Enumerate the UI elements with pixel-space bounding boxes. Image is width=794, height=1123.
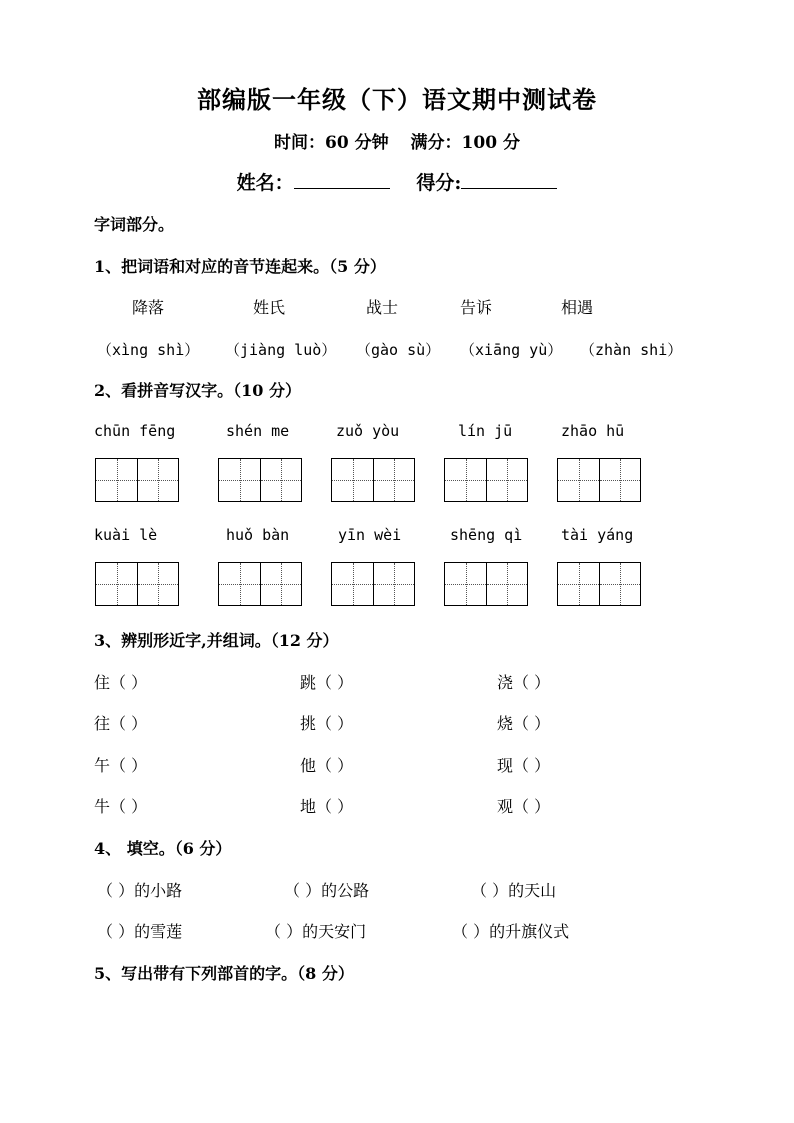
time-info: 时间：60 分钟: [274, 133, 389, 153]
q3-item[interactable]: 地（ ）: [300, 797, 354, 816]
q4-blank[interactable]: （ ）的公路: [284, 881, 370, 900]
q1-pinyin: （xìng shì）: [97, 341, 200, 359]
writing-grid[interactable]: [95, 458, 179, 502]
score-blank[interactable]: [461, 170, 557, 189]
q2-pinyin: tài yáng: [561, 526, 634, 544]
q4-title: 4、 填空。（6 分）: [94, 839, 232, 858]
q3-item[interactable]: 住（ ）: [94, 673, 148, 692]
q3-item[interactable]: 牛（ ）: [94, 797, 148, 816]
q3-item[interactable]: 现（ ）: [497, 756, 551, 775]
q5-title: 5、写出带有下列部首的字。（8 分）: [94, 964, 354, 983]
q2-pinyin: lín jū: [458, 422, 513, 440]
writing-grid[interactable]: [444, 458, 528, 502]
q1-word: 战士: [366, 298, 399, 317]
q1-pinyin: （gào sù）: [356, 341, 441, 359]
q1-pinyin: （zhàn shi）: [580, 341, 683, 359]
part-title: 字词部分。: [94, 215, 175, 234]
writing-grid[interactable]: [331, 562, 415, 606]
writing-grid[interactable]: [557, 562, 641, 606]
name-label: 姓名：: [236, 172, 294, 194]
name-blank[interactable]: [294, 170, 390, 189]
q1-word: 相遇: [561, 298, 594, 317]
q4-blank[interactable]: （ ）的天安门: [265, 922, 367, 941]
q3-item[interactable]: 他（ ）: [300, 756, 354, 775]
q3-item[interactable]: 午（ ）: [94, 756, 148, 775]
q1-word: 告诉: [460, 298, 493, 317]
q2-pinyin: yīn wèi: [338, 526, 402, 544]
writing-grid[interactable]: [444, 562, 528, 606]
q3-item[interactable]: 跳（ ）: [300, 673, 354, 692]
q2-pinyin: zhāo hū: [561, 422, 625, 440]
writing-grid[interactable]: [218, 458, 302, 502]
q1-word: 姓氏: [253, 298, 286, 317]
q3-item[interactable]: 挑（ ）: [300, 714, 354, 733]
q4-blank[interactable]: （ ）的升旗仪式: [452, 922, 570, 941]
q4-blank[interactable]: （ ）的雪莲: [97, 922, 183, 941]
q3-item[interactable]: 烧（ ）: [497, 714, 551, 733]
q4-blank[interactable]: （ ）的小路: [97, 881, 183, 900]
score-label: 得分:: [416, 172, 462, 194]
writing-grid[interactable]: [557, 458, 641, 502]
q3-item[interactable]: 浇（ ）: [497, 673, 551, 692]
writing-grid[interactable]: [331, 458, 415, 502]
q4-blank[interactable]: （ ）的天山: [471, 881, 557, 900]
q1-title: 1、把词语和对应的音节连起来。（5 分）: [94, 257, 386, 276]
name-score-row: [0, 168, 794, 195]
q2-pinyin: shén me: [226, 422, 290, 440]
exam-info: [0, 128, 794, 153]
q3-title: 3、辨别形近字,并组词。（12 分）: [94, 631, 339, 650]
q2-pinyin: shēng qì: [450, 526, 523, 544]
q1-pinyin: （xiāng yù）: [460, 341, 563, 359]
writing-grid[interactable]: [95, 562, 179, 606]
q3-item[interactable]: 观（ ）: [497, 797, 551, 816]
q2-pinyin: chūn fēng: [94, 422, 176, 440]
q2-pinyin: huǒ bàn: [226, 526, 290, 544]
writing-grid[interactable]: [218, 562, 302, 606]
q2-pinyin: zuǒ yòu: [336, 422, 400, 440]
q2-title: 2、看拼音写汉字。（10 分）: [94, 381, 301, 400]
page-title: 部编版一年级（下）语文期中测试卷: [197, 85, 597, 114]
q2-pinyin: kuài lè: [94, 526, 158, 544]
q1-word: 降落: [132, 298, 165, 317]
q1-pinyin: （jiàng luò）: [225, 341, 337, 359]
q3-item[interactable]: 往（ ）: [94, 714, 148, 733]
total-score-info: 满分：100 分: [410, 133, 520, 153]
